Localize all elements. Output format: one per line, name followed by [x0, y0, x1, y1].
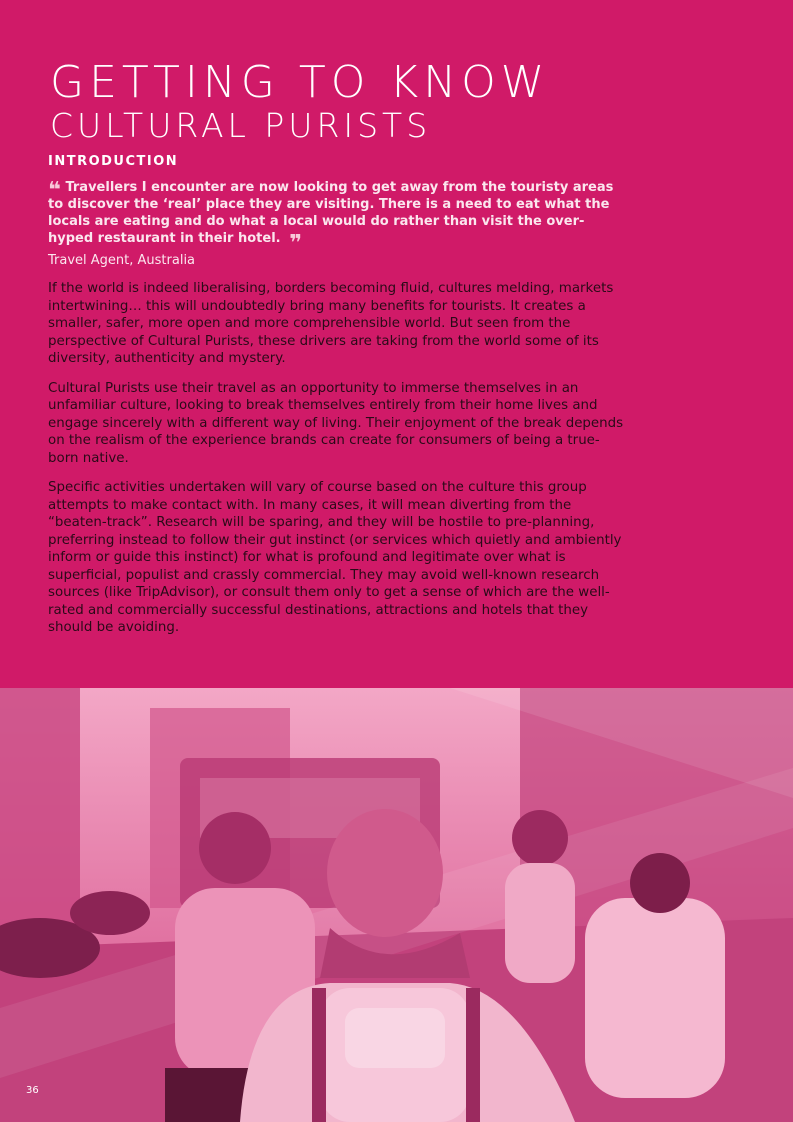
street-scene-illustration — [0, 688, 793, 1122]
open-quote-icon: ❝ — [48, 178, 61, 203]
section-heading: INTRODUCTION — [48, 154, 179, 169]
page-title-line-2: CULTURAL PURISTS — [50, 106, 432, 146]
introduction-section — [48, 154, 628, 649]
page-number: 36 — [26, 1085, 39, 1096]
body-paragraph: Cultural Purists use their travel as an opportunity to immerse themselves in an unfamiliar culture, looking to break themselves entirely from their home lives and engage sincerely with a different way of living. Their enjoyment of the break depends on the realism of the experience brands can create for consumers of being a true-born native. — [48, 380, 624, 466]
pull-quote — [48, 178, 628, 256]
street-scene-photo — [0, 688, 793, 1122]
page-title — [50, 57, 550, 146]
quote-attribution: Travel Agent, Australia — [48, 253, 196, 268]
body-paragraph: If the world is indeed liberalising, borders becoming fluid, cultures melding, markets intertwining… this will undoubtedly bring many benefits for tourists. It creates a smaller, safer, more open and more comprehensible world. But seen from the perspective of Cultural Purists, these drivers are taking from the world some of its diversity, authenticity and mystery. — [48, 281, 614, 366]
close-quote-icon: ❞ — [289, 231, 303, 256]
page-title-line-1: GETTING TO KNOW — [50, 57, 550, 109]
body-paragraph: Specific activities undertaken will vary of course based on the culture this group attempts to make contact with. In many cases, it will mean diverting from the “beaten-track”. Research will be sparing, and they will be hostile to pre-planning, preferring instead to follow their gut instinct (or services which quietly and ambiently inform or guide this instinct) for what is profound and legitimate over what is superficial, populist and crassly commercial. They may avoid well-known research sources (like TripAdvisor), or consult them only to get a sense of which are the well-rated and commercially successful destinations, attractions and hotels that they should be avoiding. — [48, 480, 622, 635]
pull-quote-text: Travellers I encounter are now looking to get away from the touristy areas to discover the ‘real’ place they are visiting. There is a need to eat what the locals are eating and do what a local would do rather than visit the over-hyped restaurant in their hotel. — [48, 180, 614, 246]
